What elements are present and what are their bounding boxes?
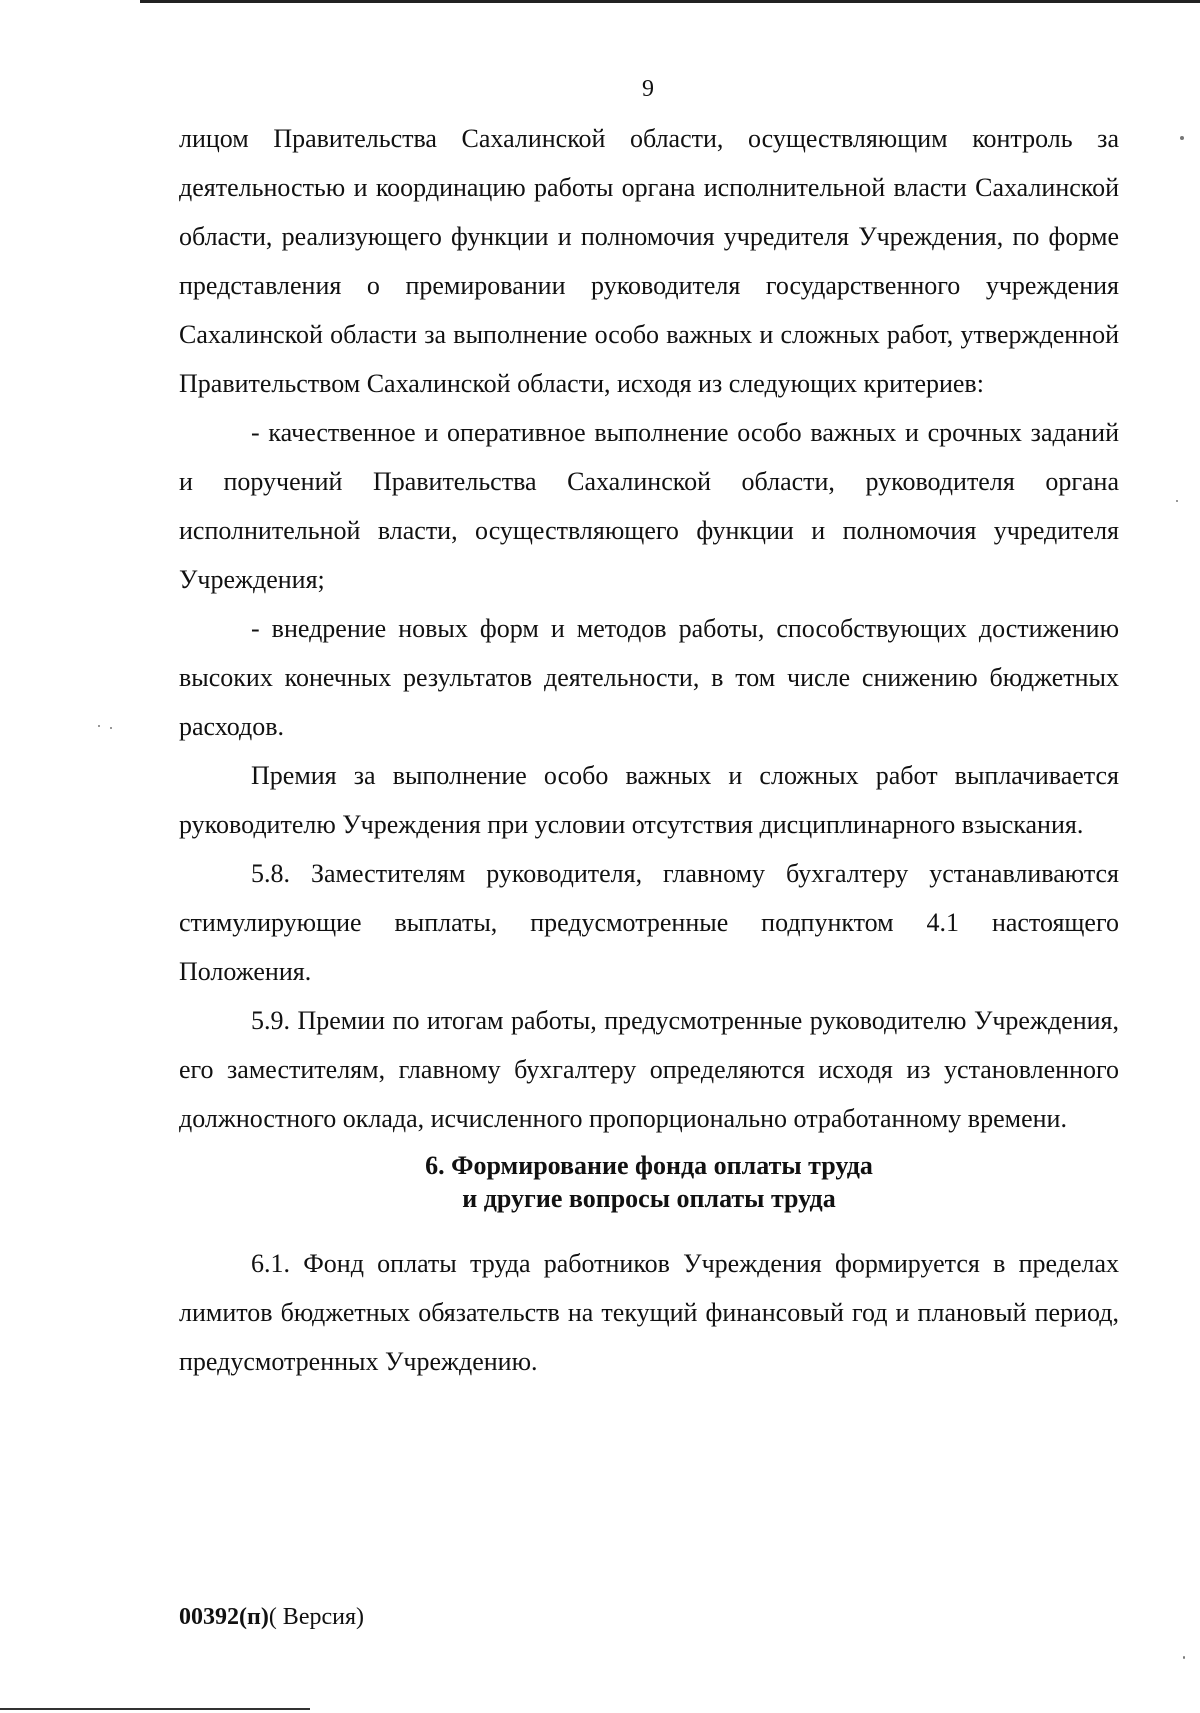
scan-speck: [1176, 500, 1178, 502]
document-code-number: 00392(п): [179, 1604, 269, 1630]
section-heading: [179, 1149, 1119, 1215]
paragraph-5-9: 5.9. Премии по итогам работы, предусмотренные руководителю Учреждения, его заместителям, главному бухгалтеру определяются исходя из установленного должностного оклада, исчисленного пропорционально отработанному времени.: [179, 1006, 1119, 1133]
bottom-scan-border: [0, 1708, 310, 1710]
document-code: [179, 1604, 364, 1631]
paragraph-5-8: 5.8. Заместителям руководителя, главному бухгалтеру устанавливаются стимулирующие выплаты, предусмотренные подпунктом 4.1 настоящего Положения.: [179, 859, 1119, 986]
section-heading-line-2: и другие вопросы оплаты труда: [462, 1184, 836, 1213]
paragraph-3: - внедрение новых форм и методов работы, способствующих достижению высоких конечных результатов деятельности, в том числе снижению бюджетных расходов.: [179, 614, 1119, 741]
paragraph-6-1: 6.1. Фонд оплаты труда работников Учреждения формируется в пределах лимитов бюджетных обязательств на текущий финансовый год и плановый период, предусмотренных Учреждению.: [179, 1249, 1119, 1376]
top-scan-border: [140, 0, 1200, 3]
paragraph-4: Премия за выполнение особо важных и сложных работ выплачивается руководителю Учреждения при условии отсутствия дисциплинарного взыскания.: [179, 761, 1119, 839]
scan-speck: [1183, 1656, 1185, 1659]
document-version: ( Версия): [268, 1604, 364, 1630]
paragraph-1: лицом Правительства Сахалинской области, осуществляющим контроль за деятельностью и координацию работы органа исполнительной власти Сахалинской области, реализующего функции и полномочия учредителя Учреждения, по форме представления о премировании руководителя государственного учреждения Сахалинской области за выполнение особо важных и сложных работ, утвержденной Правительством Сахалинской области, исходя из следующих критериев:: [179, 124, 1119, 398]
scan-speck: [98, 725, 100, 727]
paragraph-2: - качественное и оперативное выполнение особо важных и срочных заданий и поручений Правительства Сахалинской области, руководителя органа исполнительной власти, осуществляющего функции и полномочия учредителя Учреждения;: [179, 418, 1119, 594]
scan-speck: [110, 727, 112, 729]
scan-speck: [1180, 136, 1184, 140]
document-body: [179, 114, 1119, 1386]
section-heading-line-1: 6. Формирование фонда оплаты труда: [425, 1151, 873, 1180]
page-number: 9: [642, 76, 654, 102]
